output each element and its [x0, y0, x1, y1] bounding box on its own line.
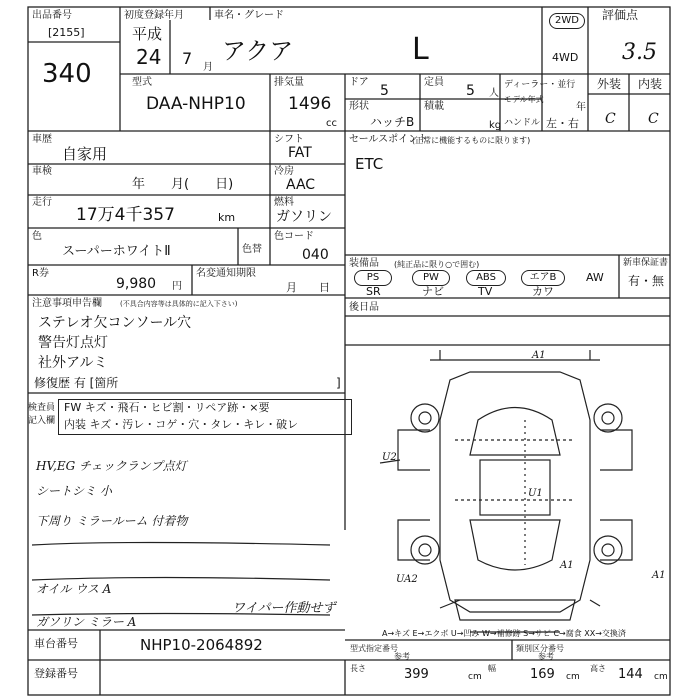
- color-code: 040: [302, 247, 329, 263]
- height-label: 高さ: [590, 664, 606, 673]
- mark-u2: U2: [382, 452, 397, 463]
- caution-close: ]: [336, 376, 341, 390]
- color-swap-label: 色替: [242, 244, 262, 255]
- score-label: 評価点: [602, 8, 639, 22]
- equip-abs: ABS: [466, 270, 506, 286]
- recycle-label: R券: [32, 268, 49, 279]
- inspector-row1: FW キズ・飛石・ヒビ割・リペア跡・×要: [64, 401, 270, 414]
- caution-line-4: 修復歴 有 [箇所: [34, 376, 119, 390]
- handle-label: ハンドル: [504, 118, 541, 128]
- caution-note: (不具合内容等は具体的に記入下さい): [120, 300, 238, 308]
- mileage-unit: km: [218, 211, 236, 224]
- ext-score: C: [605, 111, 616, 127]
- load-label: 積載: [424, 101, 444, 112]
- reg-era: 平成: [132, 25, 163, 43]
- after-mod-label: 後日品: [349, 302, 379, 313]
- mark-a1-right: A1: [560, 560, 574, 571]
- drive-2wd: 2WD: [549, 13, 585, 29]
- warranty-value: 有・無: [628, 274, 665, 288]
- reg-year: 24: [136, 45, 162, 69]
- mileage-value: 17万4千357: [76, 205, 175, 225]
- caution-line-2: 警告灯点灯: [38, 335, 108, 351]
- inspector-label: 検査員記入欄: [28, 403, 56, 426]
- equip-tv: TV: [478, 285, 493, 298]
- mark-a1-top: A1: [532, 350, 546, 361]
- width-value: 169: [530, 667, 555, 682]
- shape-value: ハッチB: [370, 115, 415, 129]
- note-4: オイル ウス A: [36, 582, 112, 596]
- int-score: C: [648, 111, 659, 127]
- recycle-unit: 円: [172, 281, 182, 292]
- ac-label: 冷房: [274, 166, 294, 177]
- shape-label: 形状: [349, 101, 369, 112]
- type-designation-label: 型式指定番号: [350, 644, 398, 653]
- engine-label: 排気量: [274, 77, 304, 88]
- sales-note: (正常に機能するものに限ります): [412, 136, 531, 145]
- history-label: 車歴: [32, 134, 52, 145]
- engine-value: 1496: [288, 94, 332, 114]
- note-2: シートシミ 小: [36, 484, 112, 498]
- equip-sr: SR: [366, 285, 381, 298]
- car-label: 車名・グレード: [214, 10, 284, 21]
- capacity-value: 5: [466, 83, 475, 99]
- height-unit: cm: [654, 672, 668, 682]
- engine-unit: cc: [326, 118, 337, 129]
- inspector-row2: 内装 キズ・汚レ・コゲ・穴・タレ・キレ・破レ: [64, 418, 299, 431]
- class-number-ref: 参考: [538, 652, 554, 661]
- caution-label: 注意事項申告欄: [32, 298, 102, 309]
- equip-navi: ナビ: [422, 285, 444, 298]
- caution-line-1: ステレオ欠コンソール穴: [38, 315, 192, 331]
- handle-value: 左・右: [546, 117, 579, 130]
- mileage-label: 走行: [32, 197, 52, 208]
- color-label: 色: [32, 231, 42, 242]
- history-value: 自家用: [62, 145, 108, 163]
- model-value: DAA-NHP10: [146, 94, 246, 114]
- class-number-label: 類別区分番号: [516, 644, 564, 653]
- load-unit: kg: [489, 120, 502, 131]
- fuel-value: ガソリン: [276, 209, 332, 225]
- sales-value: ETC: [355, 155, 384, 173]
- score-value: 3.5: [622, 40, 657, 65]
- drive-4wd: 4WD: [552, 51, 579, 64]
- dealer-label: ディーラー・並行: [504, 80, 576, 90]
- length-value: 399: [404, 667, 429, 682]
- damage-legend: A→キズ E→エクボ U→凹み W→補修跡 S→サビ C→腐食 XX→交換済: [382, 629, 626, 638]
- doors-label: ドア: [349, 77, 369, 88]
- model-label: 型式: [132, 77, 152, 88]
- equip-pw: PW: [412, 270, 450, 286]
- doors-value: 5: [380, 83, 389, 99]
- mark-ua2: UA2: [396, 574, 418, 585]
- equip-ps: PS: [354, 270, 392, 286]
- reg-month-unit: 月: [203, 62, 213, 73]
- inspection-value: 年 月( 日): [132, 177, 234, 192]
- lot-number: 340: [42, 59, 92, 89]
- width-label: 幅: [488, 664, 496, 673]
- color-value: スーパーホワイトⅡ: [62, 244, 171, 259]
- lot-code: [2155]: [48, 26, 85, 39]
- car-grade: L: [412, 32, 429, 67]
- width-unit: cm: [566, 672, 580, 682]
- mark-u1: U1: [528, 488, 543, 499]
- height-value: 144: [618, 667, 643, 682]
- sales-label: セールスポイント: [349, 134, 429, 145]
- length-unit: cm: [468, 672, 482, 682]
- caution-line-3: 社外アルミ: [38, 355, 108, 371]
- equipment-note: (純正品に限り○で囲む): [394, 260, 480, 269]
- shift-label: シフト: [274, 134, 304, 145]
- notice-value: 月 日: [286, 281, 330, 294]
- registration-label: 登録番号: [34, 667, 78, 680]
- fuel-label: 燃料: [274, 197, 294, 208]
- equip-aw: AW: [586, 271, 604, 284]
- model-year-label: モデル年式: [504, 95, 544, 104]
- notice-label: 名変通知期限: [196, 268, 256, 279]
- wiper-note: ワイパー作動せず: [232, 601, 336, 616]
- color-code-label: 色コード: [274, 231, 314, 242]
- car-name: アクア: [222, 37, 294, 65]
- model-year-unit: 年: [576, 102, 586, 113]
- capacity-label: 定員: [424, 77, 444, 88]
- shift-value: FAT: [288, 145, 312, 161]
- capacity-unit: 人: [489, 88, 499, 99]
- int-label: 内装: [638, 77, 663, 91]
- ext-label: 外装: [597, 77, 622, 91]
- type-designation-ref: 参考: [394, 652, 410, 661]
- warranty-label: 新車保証書: [623, 258, 669, 268]
- mark-a1-side: A1: [652, 570, 666, 581]
- chassis-value: NHP10-2064892: [140, 636, 263, 654]
- equip-aircon: エアB: [521, 270, 565, 286]
- recycle-value: 9,980: [116, 276, 157, 292]
- equip-kawa: カワ: [532, 285, 554, 298]
- ac-value: AAC: [286, 177, 316, 193]
- reg-month: 7: [182, 49, 193, 68]
- equipment-label: 装備品: [349, 258, 379, 269]
- note-1: HV,EG チェックランプ点灯: [36, 459, 187, 473]
- inspection-label: 車検: [32, 166, 52, 177]
- reg-label: 初度登録年月: [124, 10, 184, 21]
- note-5: ガソリン ミラー A: [36, 615, 137, 629]
- length-label: 長さ: [350, 664, 366, 673]
- note-3: 下周り ミラールーム 付着物: [36, 514, 188, 528]
- lot-label: 出品番号: [32, 10, 72, 21]
- chassis-label: 車台番号: [34, 637, 78, 650]
